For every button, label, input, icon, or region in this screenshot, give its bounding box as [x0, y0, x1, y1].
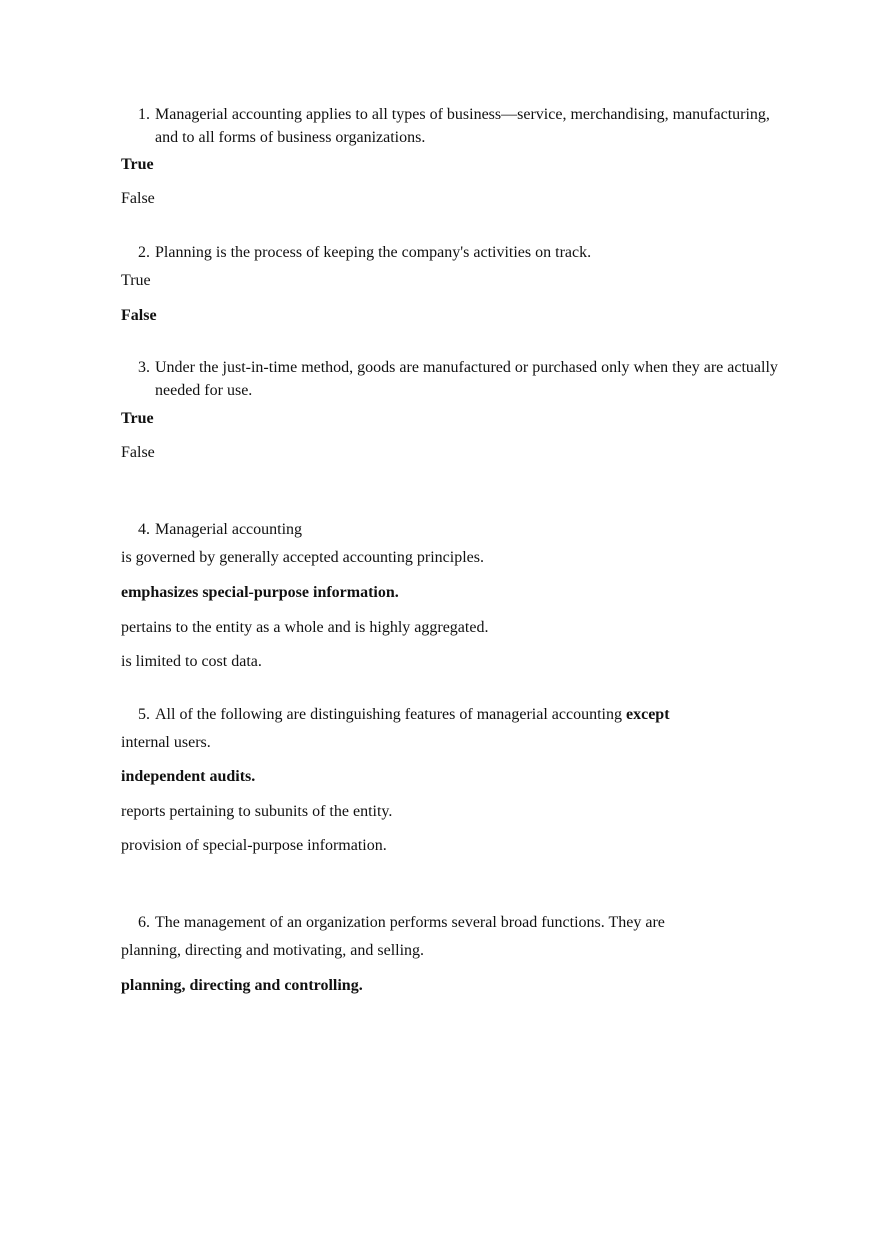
answer-option: is governed by generally accepted accounting principles.: [121, 549, 484, 566]
question-text-main: All of the following are distinguishing features of managerial accounting: [155, 706, 622, 723]
answer-option: provision of special-purpose information.: [121, 837, 387, 854]
answer-option-selected: independent audits.: [121, 768, 256, 785]
question-5: [130, 703, 780, 726]
question-6: [130, 911, 780, 934]
answer-option-selected: False: [121, 307, 157, 324]
question-text: [130, 703, 780, 726]
question-1: [130, 103, 780, 149]
question-text: Under the just-in-time method, goods are manufactured or purchased only when they are actually needed for use.: [155, 359, 778, 399]
answer-option: False: [121, 190, 155, 207]
answer-option: planning, directing and motivating, and selling.: [121, 942, 425, 959]
answer-option-selected: planning, directing and controlling.: [121, 977, 363, 994]
question-text: Planning is the process of keeping the company's activities on track.: [155, 244, 592, 261]
question-text: Managerial accounting applies to all types of business—service, merchandising, manufacturing, and to all forms of business organizations.: [155, 106, 770, 146]
question-number: 2.: [138, 244, 150, 261]
question-text: The management of an organization performs several broad functions. They are: [155, 914, 665, 931]
question-3: [130, 356, 780, 402]
answer-option: True: [121, 272, 151, 289]
question-number: 4.: [138, 521, 150, 538]
answer-option-selected: True: [121, 410, 154, 427]
question-number: 1.: [138, 106, 150, 123]
question-text: Managerial accounting: [155, 521, 303, 538]
question-2: [130, 241, 780, 264]
answer-option: pertains to the entity as a whole and is highly aggregated.: [121, 619, 489, 636]
question-number: 5.: [138, 706, 150, 723]
answer-option: is limited to cost data.: [121, 653, 262, 670]
answer-option-selected: True: [121, 156, 154, 173]
question-number: 3.: [138, 359, 150, 376]
answer-option-selected: emphasizes special-purpose information.: [121, 584, 399, 601]
question-text-emphasis: except: [625, 706, 670, 723]
answer-option: reports pertaining to subunits of the entity.: [121, 803, 393, 820]
answer-option: False: [121, 444, 155, 461]
question-number: 6.: [138, 914, 150, 931]
answer-option: internal users.: [121, 734, 211, 751]
question-4: [130, 518, 780, 541]
